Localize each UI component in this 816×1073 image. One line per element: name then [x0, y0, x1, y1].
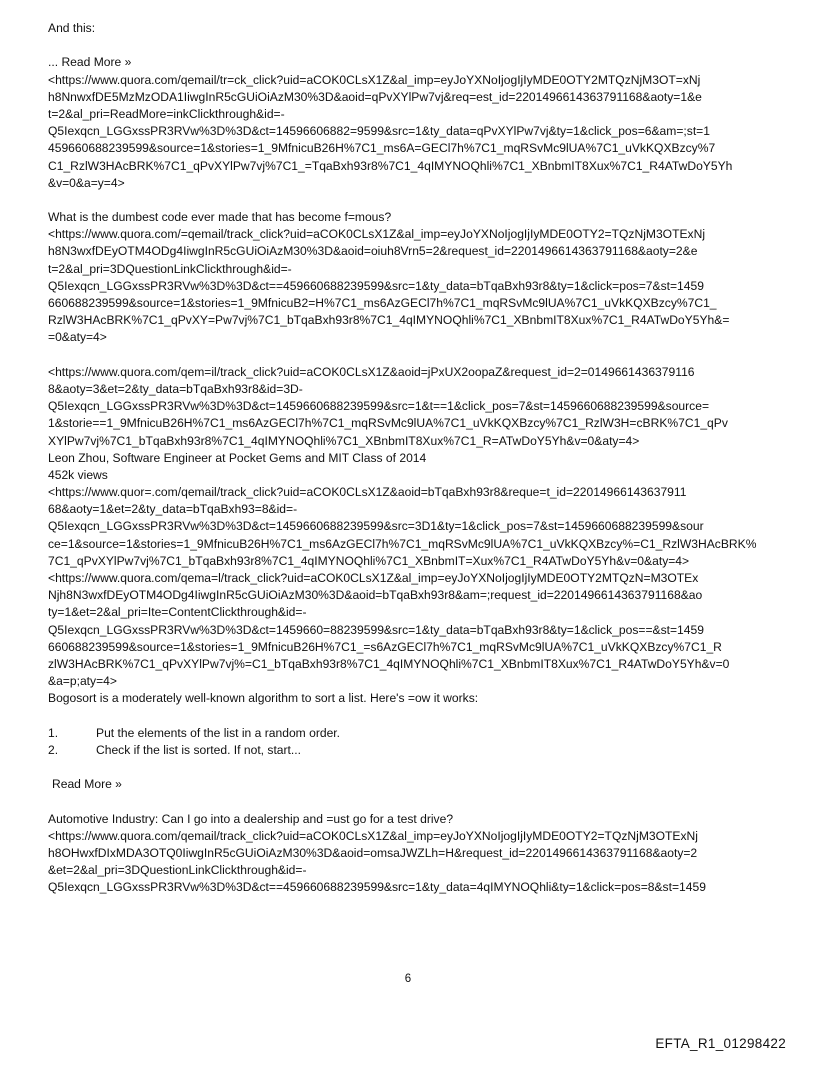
text-line: t=2&al_pri=ReadMore=inkClickthrough&id=-: [48, 106, 285, 121]
text-line: And this:: [48, 21, 96, 35]
text-line: &a=p;aty=4>: [48, 674, 117, 689]
blank-line: [48, 37, 778, 54]
list-text: Check if the list is sorted. If not, start...: [96, 742, 301, 757]
text-line: 452k views: [48, 467, 108, 482]
text-line: t=2&al_pri=3DQuestionLinkClickthrough&id=-: [48, 261, 292, 276]
text-line: Njh8N3wxfDEyOTM4ODg4IiwgInR5cGUiOiAzM30%3D&aoid=bTqaBxh93r8&am=;request_id=2201496614363791168&ao: [48, 588, 703, 603]
email-text-block: [48, 811, 778, 897]
text-line: Automotive Industry: Can I go into a dealership and =ust go for a test drive?: [48, 811, 454, 826]
text-line: Q5Iexqcn_LGGxssPR3RVw%3D%3D&ct=1459660688239599&src=1&t==1&click_pos=7&st=1459660688239599&source=: [48, 399, 710, 414]
numbered-list: [48, 725, 778, 759]
list-item: [48, 725, 778, 742]
text-line: h8N3wxfDEyOTM4ODg4IiwgInR5cGUiOiAzM30%3D&aoid=oiuh8Vrn5=2&request_id=2201496614363791168&aoty=2&e: [48, 244, 698, 259]
text-line[interactable]: <https://www.quora.com/=qemail/track_click?uid=aCOK0CLsX1Z&al_imp=eyJoYXNoIjogIjIyMDE0OTY2=TQzNjM3OTExNj: [48, 227, 706, 242]
text-line[interactable]: <https://www.quora.com/qemail/tr=ck_click?uid=aCOK0CLsX1Z&al_imp=eyJoYXNoIjogIjIyMDE0OTY2MTQzNjM3OT=xNj: [48, 72, 701, 87]
text-line[interactable]: <https://www.quora.com/qema=l/track_click?uid=aCOK0CLsX1Z&al_imp=eyJoYXNoIjogIjIyMDE0OTY2MTQzN=M3OTEx: [48, 571, 699, 585]
text-line: &v=0&a=y=4>: [48, 175, 125, 190]
text-line[interactable]: <https://www.quora.com/qem=il/track_click?uid=aCOK0CLsX1Z&aoid=jPxUX2oopaZ&request_id=2=0149661436379116: [48, 364, 695, 379]
text-line: Q5Iexqcn_LGGxssPR3RVw%3D%3D&ct==459660688239599&src=1&ty_data=4qIMYNOQhli&ty=1&click=pos=8&st=1459: [48, 880, 706, 895]
email-text-block: [48, 20, 778, 708]
text-line: Leon Zhou, Software Engineer at Pocket Gems and MIT Class of 2014: [48, 450, 427, 465]
text-line: What is the dumbest code ever made that has become f=mous?: [48, 210, 392, 225]
text-line: =0&aty=4>: [48, 330, 107, 345]
text-line: Q5Iexqcn_LGGxssPR3RVw%3D%3D&ct=1459660=88239599&src=1&ty_data=bTqaBxh93r8&ty=1&click_pos==&st=1459: [48, 622, 704, 637]
text-line: h8NnwxfDE5MzMzODA1IiwgInR5cGUiOiAzM30%3D&aoid=qPvXYlPw7vj&req=est_id=2201496614363791168&aoty=1&e: [48, 89, 702, 104]
text-line: ce=1&source=1&stories=1_9MfnicuB26H%7C1_ms6AzGECl7h%7C1_mqRSvMc9lUA%7C1_uVkKQXBzcy%=C1_RzlW3HAcBRK%: [48, 536, 757, 551]
text-line[interactable]: <https://www.quor=.com/qemail/track_click?uid=aCOK0CLsX1Z&aoid=bTqaBxh93r8&reque=t_id=22014966143637911: [48, 485, 687, 500]
list-item: [48, 742, 778, 759]
text-line[interactable]: ... Read More »: [48, 55, 132, 70]
list-number: 2.: [48, 742, 59, 757]
blank-line: [48, 347, 778, 364]
list-number: 1.: [48, 725, 59, 740]
text-line: C1_RzlW3HAcBRK%7C1_qPvXYlPw7vj%7C1_=TqaBxh93r8%7C1_4qIMYNOQhli%7C1_XBnbmIT8Xux%7C1_R4ATwDoY5Yh: [48, 158, 733, 173]
text-line: Bogosort is a moderately well-known algorithm to sort a list. Here's =ow it works:: [48, 691, 479, 706]
text-line: 7C1_qPvXYlPw7vj%7C1_bTqaBxh93r8%7C1_4qIMYNOQhli%7C1_XBnbmIT=Xux%7C1_R4ATwDoY5Yh&v=0&aty=4>: [48, 553, 690, 568]
text-line: &et=2&al_pri=3DQuestionLinkClickthrough&id=-: [48, 863, 307, 878]
text-line: zlW3HAcBRK%7C1_qPvXYlPw7vj%=C1_bTqaBxh93r8%7C1_4qIMYNOQhli%7C1_XBnbmIT8Xux%7C1_R4ATwDoY5Yh&v=0: [48, 656, 730, 671]
text-line: Q5Iexqcn_LGGxssPR3RVw%3D%3D&ct=1459660688239599&src=3D1&ty=1&click_pos=7&st=1459660688239599&sour: [48, 519, 704, 534]
text-line: 459660688239599&source=1&stories=1_9MfnicuB26H%7C1_ms6A=GECl7h%7C1_mqRSvMc9lUA%7C1_uVkKQXBzcy%7: [48, 141, 716, 156]
text-line: RzlW3HAcBRK%7C1_qPvXY=Pw7vj%7C1_bTqaBxh93r8%7C1_4qIMYNOQhli%7C1_XBnbmIT8Xux%7C1_R4ATwDoY5Yh&=: [48, 313, 730, 328]
text-line: ty=1&et=2&al_pri=Ite=ContentClickthrough&id=-: [48, 605, 307, 620]
text-line: 660688239599&source=1&stories=1_9MfnicuB2=H%7C1_ms6AzGECl7h%7C1_mqRSvMc9lUA%7C1_uVkKQXBzcy%7C1_: [48, 296, 717, 310]
text-line: Q5Iexqcn_LGGxssPR3RVw%3D%3D&ct==459660688239599&src=1&ty_data=bTqaBxh93r8&ty=1&click=pos=7&st=1459: [48, 278, 704, 293]
text-line: 1&storie==1_9MfnicuB26H%7C1_ms6AzGECl7h%7C1_mqRSvMc9lUA%7C1_uVkKQXBzcy%7C1_RzlW3H=cBRK%7C1_qPv: [48, 416, 728, 431]
text-line: h8OHwxfDIxMDA3OTQ0IiwgInR5cGUiOiAzM30%3D&aoid=omsaJWZLh=H&request_id=2201496614363791168&aoty=2: [48, 846, 698, 860]
bates-number: EFTA_R1_01298422: [655, 1036, 786, 1051]
email-body: [48, 20, 778, 897]
text-line: Q5Iexqcn_LGGxssPR3RVw%3D%3D&ct=14596606882=9599&src=1&ty_data=qPvXYlPw7vj&ty=1&click_pos=6&am=;st=1: [48, 124, 710, 139]
text-line: 8&aoty=3&et=2&ty_data=bTqaBxh93r8&id=3D-: [48, 381, 303, 396]
blank-line: [48, 192, 778, 209]
read-more-link[interactable]: Read More »: [52, 777, 122, 792]
text-line: 68&aoty=1&et=2&ty_data=bTqaBxh93=8&id=-: [48, 502, 298, 517]
list-text: Put the elements of the list in a random order.: [96, 725, 341, 740]
text-line[interactable]: <https://www.quora.com/qemail/track_click?uid=aCOK0CLsX1Z&al_imp=eyJoYXNoIjogIjIyMDE0OTY2=TQzNjM3OTExNj: [48, 828, 698, 843]
page-number: 6: [404, 973, 412, 985]
text-line: 660688239599&source=1&stories=1_9MfnicuB26H%7C1_=s6AzGECl7h%7C1_mqRSvMc9lUA%7C1_uVkKQXBzcy%7C1_R: [48, 639, 722, 654]
text-line: XYlPw7vj%7C1_bTqaBxh93r8%7C1_4qIMYNOQhli%7C1_XBnbmIT8Xux%7C1_R=ATwDoY5Yh&v=0&aty=4>: [48, 433, 640, 448]
